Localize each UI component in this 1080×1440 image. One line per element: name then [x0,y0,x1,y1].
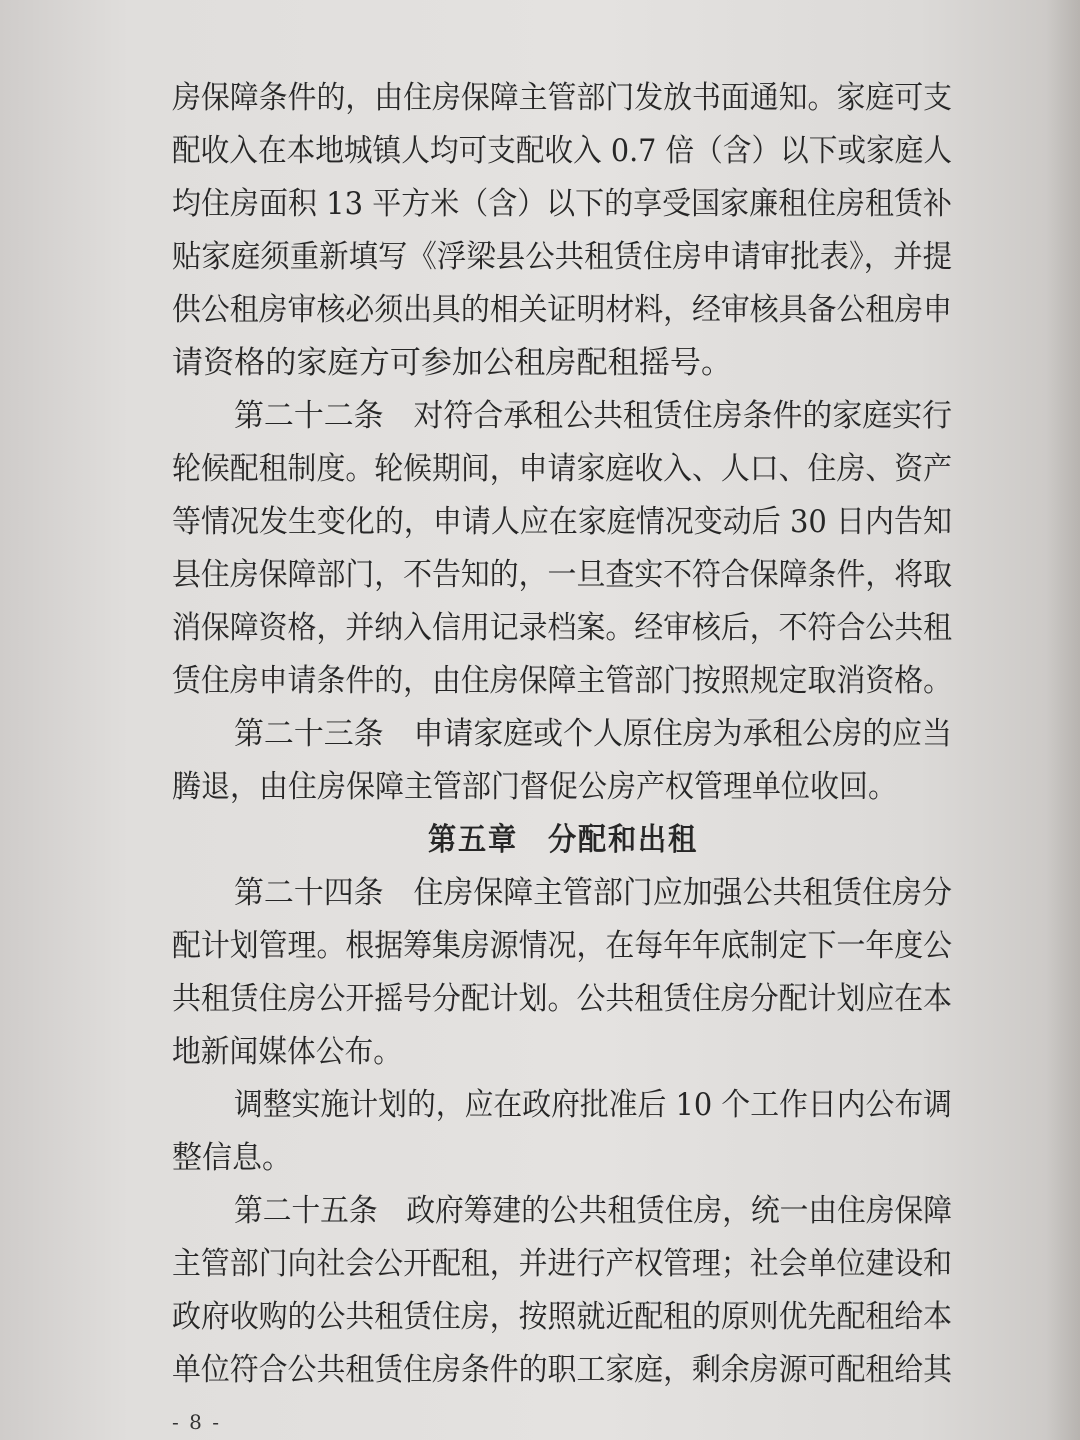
page-edge-shadow [1046,0,1080,1440]
page-number: - 8 - [172,1410,221,1434]
document-page: 房保障条件的，由住房保障主管部门发放书面通知。家庭可支 配收入在本地城镇人均可支配收入 0.7 倍（含）以下或家庭人 均住房面积 13 平方米（含）以下的享受国家廉租住房租赁补 贴家庭须重新填写《浮梁县公共租赁住房申请审批表》，并提 供公租房审核必须出具的相关证明材料，经审核具备公租房申 请资格的家庭方可参加公租房配租摇号。 第二十二条 对符合承租公共租赁住房条件的家庭实行 轮候配租制度。轮候期间，申请家庭收入、人口、住房、资产 等情况发生变化的，申请人应在家庭情况变动后 30 日内告知 县住房保障部门，不告知的，一旦查实不符合保障条件，将取 消保障资格，并纳入信用记录档案。经审核后，不符合公共租 赁住房申请条件的，由住房保障主管部门按照规定取消资格。 第二十三条 申请家庭或个人原住房为承租公房的应当 腾退，由住房保障主管部门督促公房产权管理单位收回。 第五章 分配和出租 第二十四条 住房保障主管部门应加强公共租赁住房分 配计划管理。根据筹集房源情况，在每年年底制定下一年度公 共租赁住房公开摇号分配计划。公共租赁住房分配计划应在本 地新闻媒体公布。 调整实施计划的，应在政府批准后 10 个工作日内公布调 整信息。 第二十五条 政府筹建的公共租赁住房，统一由住房保障 主管部门向社会公开配租，并进行产权管理；社会单位建设和 政府收购的公共租赁住房，按照就近配租的原则优先配租给本 单位符合公共租赁住房条件的职工家庭，剩余房源可配租给其 - 8 - [0,0,1080,1440]
